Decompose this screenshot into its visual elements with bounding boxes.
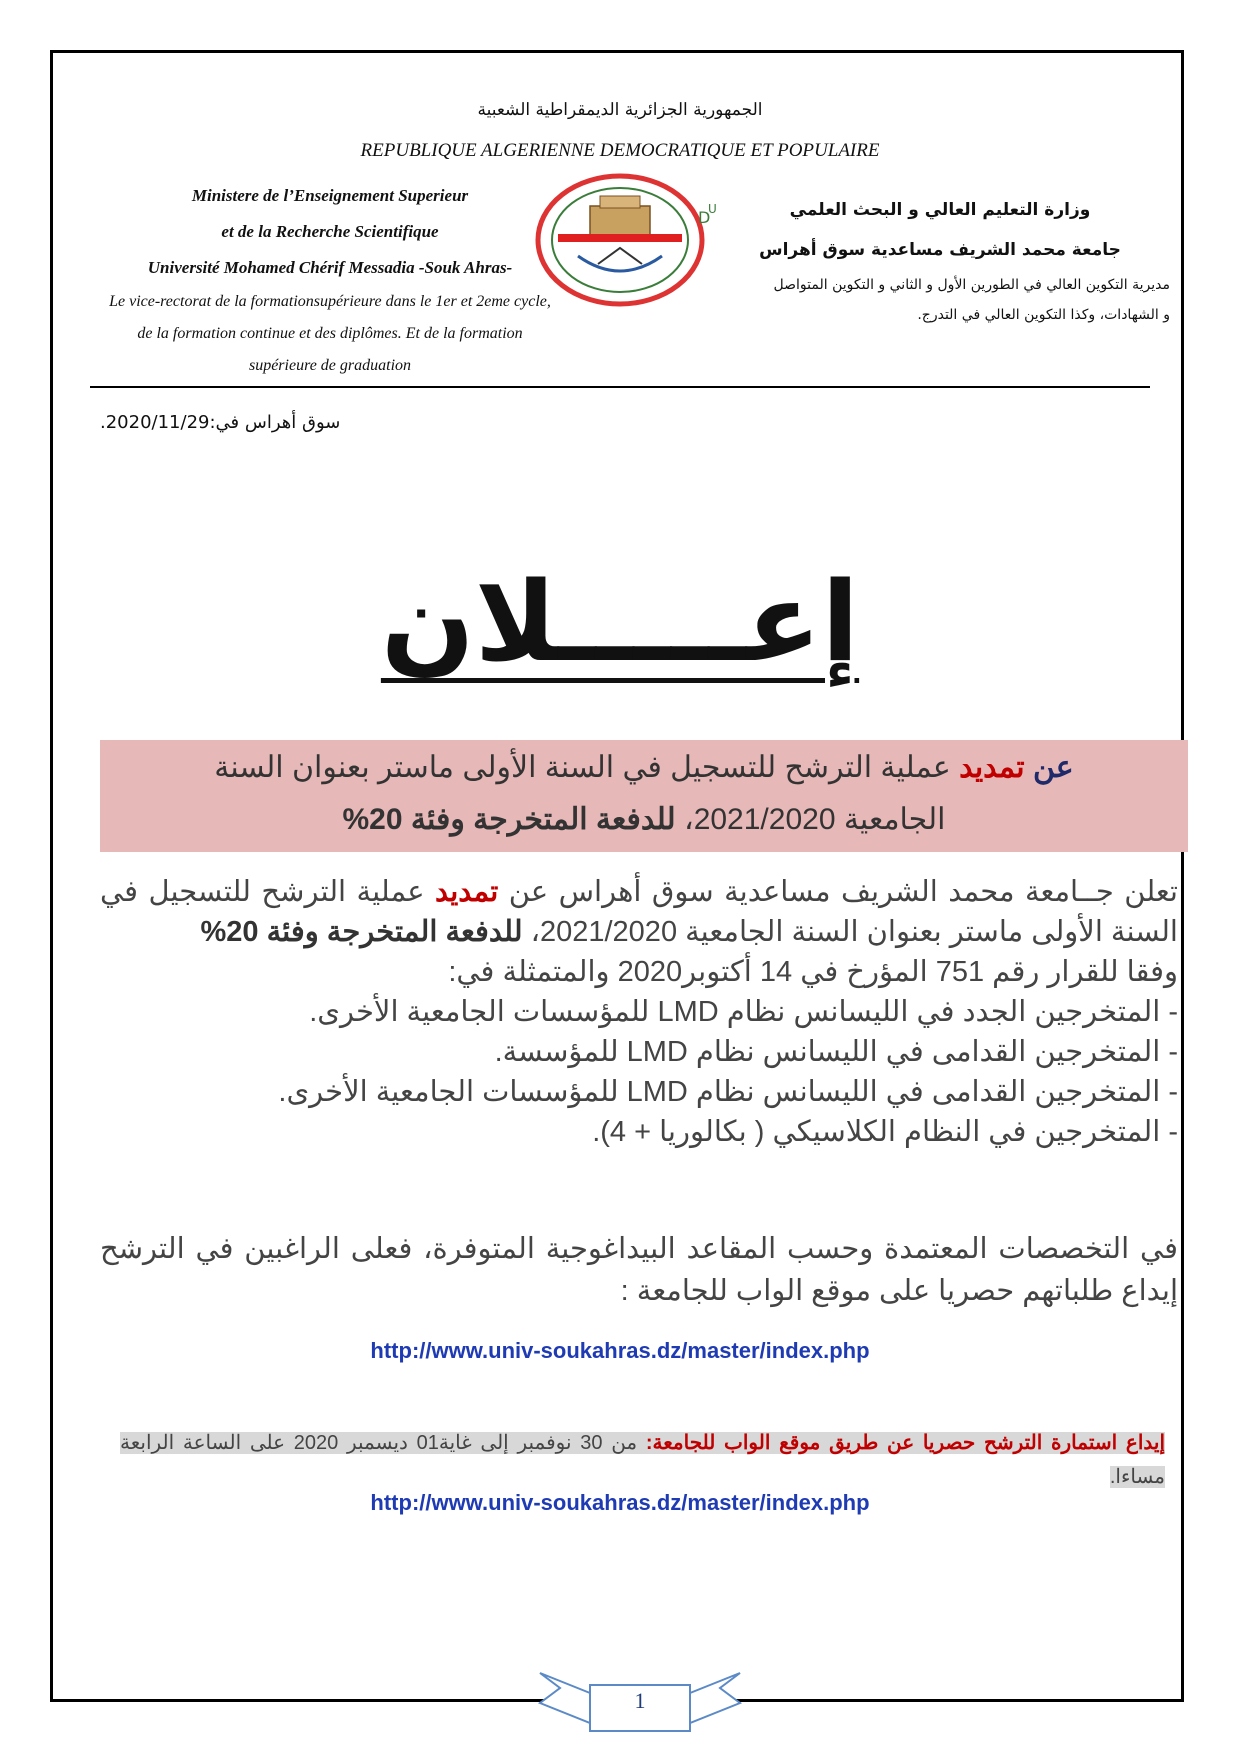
vice-rectorate-fr-1: Le vice-rectorat de la formationsupérieure dans le 1er et 2eme cycle,: [109, 293, 551, 310]
intro-part-b: عملية الترشح للتسجيل في السنة الأولى ماستر بعنوان السنة الجامعية 2021/2020،: [100, 876, 1178, 948]
intro-part-c: وفقا للقرار رقم 751 المؤرخ في 14 أكتوبر2020 والمتمثلة في:: [448, 956, 1178, 988]
ministry-fr-2: et de la Recherche Scientifique: [221, 222, 439, 241]
directorate-ar-1: مديرية التكوين العالي في الطورين الأول و الثاني و التكوين المتواصل: [773, 277, 1170, 293]
banner-keyword: تمديد: [959, 751, 1025, 784]
page-number: 1: [634, 1688, 646, 1713]
directorate-ar-2: و الشهادات، وكذا التكوين العالي في التدرج.: [917, 307, 1170, 323]
arabic-institution-block: [710, 190, 1170, 330]
university-ar: جامعة محمد الشريف مساعدية سوق أهراس: [759, 240, 1121, 260]
intro-keyword: تمديد: [434, 876, 499, 908]
university-seal-icon: [528, 168, 728, 313]
master-portal-link-1[interactable]: http://www.univ-soukahras.dz/master/index.php: [370, 1338, 870, 1363]
french-institution-block: [70, 178, 590, 382]
specialties-paragraph: في التخصصات المعتمدة وحسب المقاعد البيداغوجية المتوفرة، فعلى الراغبين في الترشح إيداع طلباتهم حصريا على موقع الواب للجامعة :: [100, 1233, 1178, 1307]
announcement-title: إعـــــلان: [380, 558, 860, 686]
intro-bold: للدفعة المتخرجة وفئة 20%: [200, 916, 523, 948]
issue-date: سوق أهراس في:2020/11/29.: [100, 412, 341, 433]
list-item: - المتخرجين القدامى في الليسانس نظام LMD للمؤسسة.: [494, 1036, 1178, 1068]
vice-rectorate-fr-3: supérieure de graduation: [248, 357, 412, 374]
banner-prefix: عن: [1032, 751, 1074, 784]
vice-rectorate-fr-2: de la formation continue et des diplômes. Et de la formation: [137, 325, 523, 342]
master-portal-link-2[interactable]: http://www.univ-soukahras.dz/master/index.php: [370, 1490, 870, 1515]
announcement-banner: [100, 740, 1188, 852]
university-fr: Université Mohamed Chérif Messadia -Souk Ahras-: [147, 258, 513, 277]
svg-text:U: U: [708, 202, 717, 216]
deposit-label: إيداع استمارة الترشح حصريا عن طريق موقع الواب للجامعة:: [645, 1432, 1165, 1454]
banner-text: عملية الترشح للتسجيل في السنة الأولى ماستر بعنوان السنة الجامعية 2021/2020،: [214, 751, 951, 836]
ministry-fr: Ministere de l’Enseignement Superieur: [191, 186, 469, 205]
deposit-period: من 30 نوفمبر إلى غاية01 ديسمبر 2020 على الساعة الرابعة مساءا.: [120, 1432, 1165, 1488]
announcement-body: [100, 872, 1178, 1152]
header-divider: [90, 386, 1150, 388]
republic-arabic: الجمهورية الجزائرية الديمقراطية الشعبية: [477, 100, 763, 120]
deposit-notice: [120, 1426, 1165, 1494]
list-item: - المتخرجين الجدد في الليسانس نظام LMD للمؤسسات الجامعية الأخرى.: [309, 996, 1178, 1028]
list-item: - المتخرجين في النظام الكلاسيكي ( بكالوريا + 4).: [592, 1116, 1178, 1148]
svg-text:D: D: [698, 208, 711, 227]
intro-part-a: تعلن جــامعة محمد الشريف مساعدية سوق أهراس عن: [508, 876, 1178, 908]
banner-bold-tail: للدفعة المتخرجة وفئة 20%: [342, 803, 676, 836]
republic-french: REPUBLIQUE ALGERIENNE DEMOCRATIQUE ET POPULAIRE: [360, 140, 880, 161]
ministry-ar: وزارة التعليم العالي و البحث العلمي: [789, 200, 1091, 220]
list-item: - المتخرجين القدامى في الليسانس نظام LMD للمؤسسات الجامعية الأخرى.: [278, 1076, 1178, 1108]
